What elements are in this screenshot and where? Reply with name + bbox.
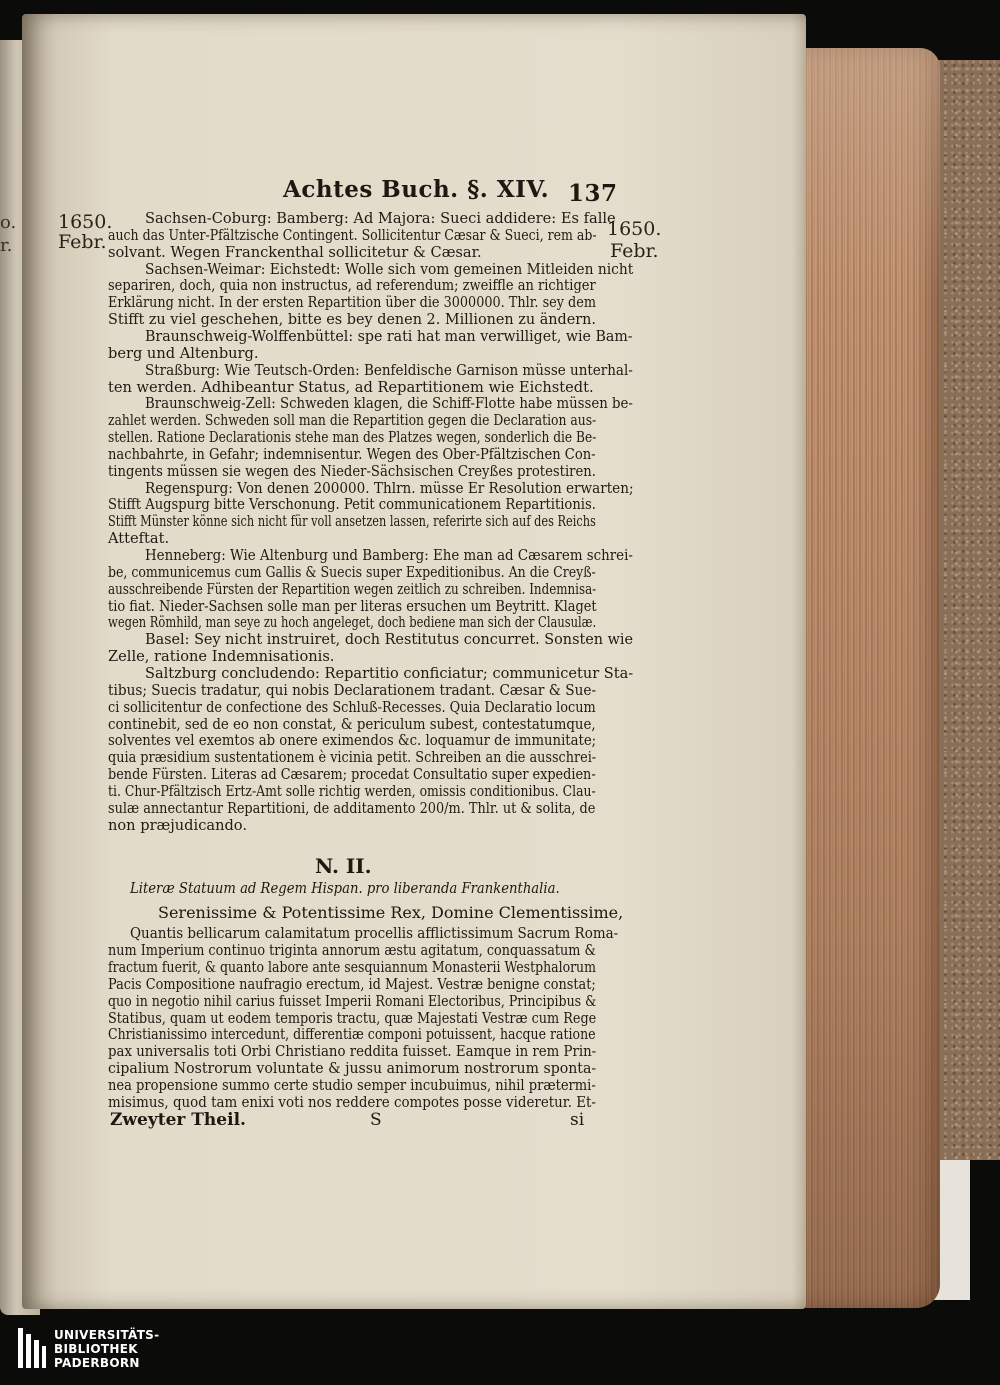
library-logo-icon: [18, 1328, 46, 1368]
right-margin-month: Febr.: [610, 240, 659, 262]
body-line: Atteftat.: [108, 530, 170, 548]
body-line: ausschreibende Fürsten der Repartition wegen zeitlich zu schreiben. Indemnisa-: [108, 580, 597, 598]
letter-line: nea propensione summo certe studio semper incubuimus, nihil prætermi-: [108, 1077, 596, 1095]
body-line: solventes vel exemtos ab onere eximendos &c. loquamur de immunitate;: [108, 732, 597, 750]
page-block-shading: [790, 48, 940, 1308]
body-line: ti. Chur-Pfältzisch Ertz-Amt solle richtig werden, omissis conditionibus. Clau-: [108, 782, 596, 800]
body-line: Basel: Sey nicht instruiret, doch Restitutus concurret. Sonsten wie: [145, 631, 634, 649]
letter-line: Quantis bellicarum calamitatum procellis afflictissimum Sacrum Roma-: [130, 925, 619, 942]
body-line: wegen Römhild, man seye zu hoch angeleget, doch bediene man sich der Clausulæ.: [108, 614, 597, 632]
letter-line: cipalium Nostrorum voluntate & jussu animorum nostrorum sponta-: [108, 1060, 597, 1078]
body-line: quia præsidium sustentationem è vicinia petit. Schreiben an die ausschrei-: [108, 749, 597, 767]
signature-mark: S: [370, 1110, 382, 1130]
letter-line: quo in negotio nihil carius fuisset Imperii Romani Electoribus, Principibus &: [108, 992, 597, 1010]
letter-line: fractum fuerit, & quanto labore ante sesquiannum Monasterii Westphalorum: [108, 958, 596, 976]
left-page-fragment: o.: [0, 212, 17, 233]
body-line: Braunschweig-Zell: Schweden klagen, die Schiff-Flotte habe müssen be-: [145, 395, 633, 413]
body-line: Regenspurg: Von denen 200000. Thlrn. müsse Er Resolution erwarten;: [145, 479, 634, 497]
body-line: nachbahrte, in Gefahr; indemnisentur. Wegen des Ober-Pfältzischen Con-: [108, 445, 596, 463]
logo-line-2: BIBLIOTHEK: [54, 1342, 138, 1356]
logo-line-3: PADERBORN: [54, 1356, 140, 1370]
body-line: stellen. Ratione Declarationis stehe man des Platzes wegen, sonderlich die Be-: [108, 429, 597, 447]
body-line: Straßburg: Wie Teutsch-Orden: Benfeldische Garnison müsse unterhal-: [145, 361, 633, 379]
backdrop-textured-cloth: [930, 60, 1000, 1160]
section-number: N. II.: [315, 854, 372, 878]
letter-line: pax universalis toti Orbi Christiano reddita fuisset. Eamque in rem Prin-: [108, 1043, 597, 1061]
body-line: sulæ annectantur Repartitioni, de additamento 200/m. Thlr. ut & solita, de: [108, 799, 596, 817]
running-title: Achtes Buch. §. XIV.: [283, 176, 550, 203]
body-line: Stifft Münster könne sich nicht für voll ansetzen lassen, referirte sich auf des Reichs: [108, 513, 596, 531]
letter-line: num Imperium continuo triginta annorum æstu agitatum, conquassatum &: [108, 941, 596, 959]
body-line: Stifft zu viel geschehen, bitte es bey denen 2. Millionen zu ändern.: [108, 311, 596, 329]
body-line: auch das Unter-Pfältzische Contingent. Sollicitentur Cæsar & Sueci, rem ab-: [108, 226, 597, 244]
left-margin-month: Febr.: [58, 231, 107, 253]
left-margin-year: 1650.: [58, 211, 113, 233]
body-line: Henneberg: Wie Altenburg und Bamberg: Ehe man ad Cæsarem schrei-: [145, 547, 633, 564]
body-line: zahlet werden. Schweden soll man die Repartition gegen die Declaration aus-: [108, 412, 597, 430]
body-line: non præjudicando.: [108, 816, 247, 834]
body-line: separiren, doch, quia non instructus, ad referendum; zweiffle an richtiger: [108, 277, 596, 295]
right-margin-year: 1650.: [607, 218, 662, 240]
letter-salutation: Serenissime & Potentissime Rex, Domine Clementissime,: [158, 903, 624, 922]
body-line: tingents müssen sie wegen des Nieder-Sächsischen Creyßes protestiren.: [108, 462, 596, 480]
body-line: tio fiat. Nieder-Sachsen solle man per literas ersuchen um Beytritt. Klaget: [108, 597, 597, 615]
body-line: solvant. Wegen Franckenthal sollicitetur & Cæsar.: [108, 243, 482, 261]
body-line: tibus; Suecis tradatur, qui nobis Declarationem tradant. Cæsar & Sue-: [108, 681, 597, 699]
left-page-fragment: r.: [0, 235, 13, 256]
body-line: ci sollicitentur de confectione des Schluß-Recesses. Quia Declaratio locum: [108, 698, 596, 716]
letter-line: Statibus, quam ut eodem temporis tractu, quæ Majestati Vestræ cum Rege: [108, 1009, 597, 1027]
section-title: Literæ Statuum ad Regem Hispan. pro liberanda Frankenthalia.: [130, 880, 560, 897]
body-line: Sachsen-Coburg: Bamberg: Ad Majora: Sueci addidere: Es falle: [145, 210, 616, 227]
catchword: si: [570, 1110, 585, 1130]
logo-line-1: UNIVERSITÄTS-: [54, 1328, 160, 1342]
page-number: 137: [568, 180, 618, 207]
body-line: Sachsen-Weimar: Eichstedt: Wolle sich vom gemeinen Mitleiden nicht: [145, 260, 634, 278]
letter-line: Christianissimo intercedunt, differentiæ componi potuissent, hacque ratione: [108, 1026, 596, 1044]
volume-footer: Zweyter Theil.: [110, 1110, 246, 1130]
body-line: Zelle, ratione Indemnisationis.: [108, 648, 335, 666]
body-line: Saltzburg concludendo: Repartitio conficiatur; communicetur Sta-: [145, 664, 634, 682]
body-line: bende Fürsten. Literas ad Cæsarem; procedat Consultatio super expedien-: [108, 766, 596, 784]
body-line: Stifft Augspurg bitte Verschonung. Petit communicationem Repartitionis.: [108, 496, 596, 514]
letter-line: misimus, quod tam enixi voti nos reddere compotes posse videretur. Et-: [108, 1094, 596, 1111]
body-line: ten werden. Adhibeantur Status, ad Repartitionem wie Eichstedt.: [108, 378, 594, 396]
body-line: Erklärung nicht. In der ersten Repartition über die 3000000. Thlr. sey dem: [108, 294, 596, 312]
body-line: continebit, sed de eo non constat, & periculum subest, contestatumque,: [108, 715, 596, 733]
letter-line: Pacis Compositione naufragio erectum, id Majest. Vestræ benigne constat;: [108, 975, 596, 993]
body-line: be, communicemus cum Gallis & Suecis super Expeditionibus. An die Creyß-: [108, 563, 596, 581]
body-line: berg und Altenburg.: [108, 344, 259, 362]
body-line: Braunschweig-Wolffenbüttel: spe rati hat man verwilliget, wie Bam-: [145, 327, 633, 345]
